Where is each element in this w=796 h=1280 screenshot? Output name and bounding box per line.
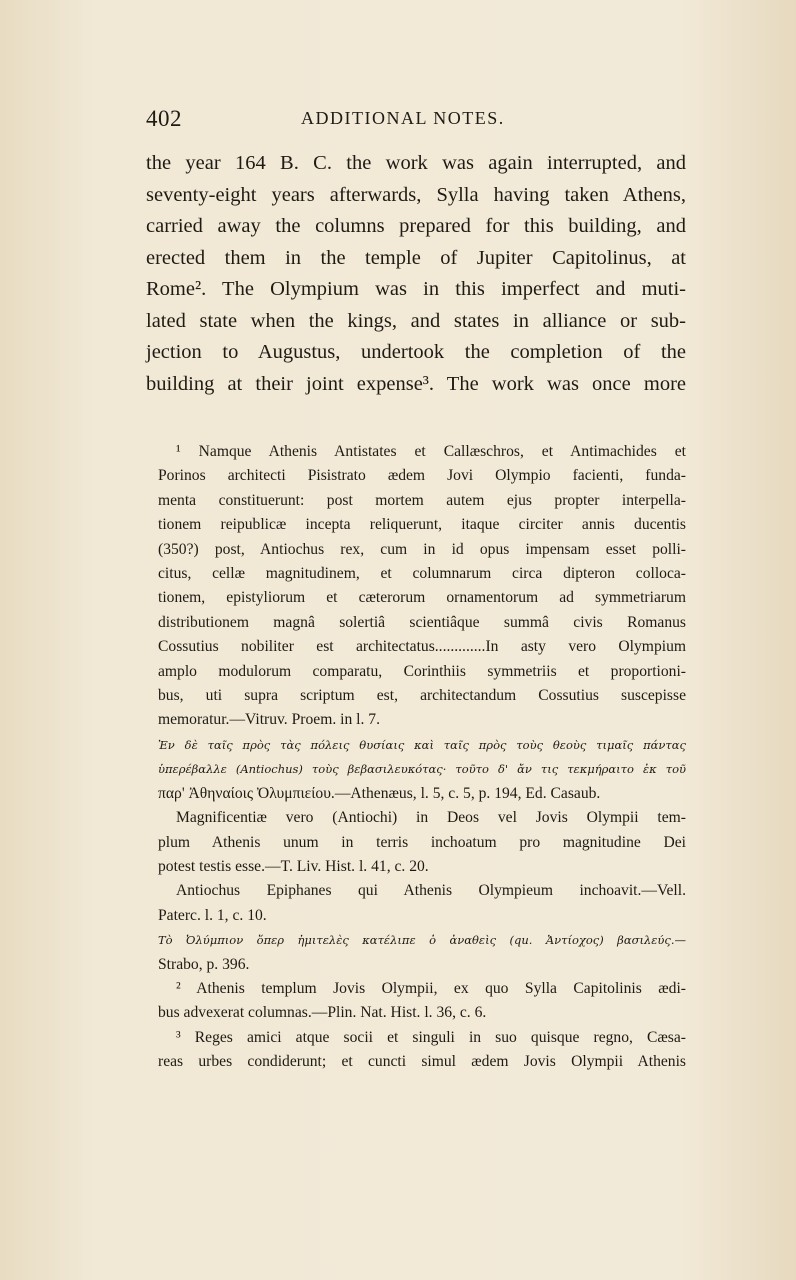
body-line: jection to Augustus, undertook the completion of the <box>146 341 686 363</box>
note-line: memoratur.—Vitruv. Proem. in l. 7. <box>158 711 380 729</box>
note-line: ² Athenis templum Jovis Olympii, ex quo Sylla Capitolinis ædi- <box>176 979 686 997</box>
note-line: distributionem magnâ solertiâ scientiâque summâ civis Romanus <box>158 613 686 631</box>
livy-quote <box>158 806 686 879</box>
footnote-1 <box>158 440 686 733</box>
body-line: Rome². The Olympium was in this imperfect and muti- <box>146 278 686 300</box>
strabo-quote <box>158 928 686 977</box>
note-line: bus, uti supra scriptum est, architectandum Cossutius suscepisse <box>158 687 686 705</box>
note-line: plum Athenis unum in terris inchoatum pro magnitudine Dei <box>158 833 686 851</box>
footnote-3 <box>158 1026 686 1075</box>
body-line: the year 164 B. C. the work was again interrupted, and <box>146 152 686 174</box>
body-line: building at their joint expense³. The work was once more <box>146 372 686 395</box>
body-line: carried away the columns prepared for this building, and <box>146 215 686 237</box>
main-text <box>146 148 686 400</box>
footnote-2 <box>158 977 686 1026</box>
note-line: Magnificentiæ vero (Antiochi) in Deos vel Jovis Olympii tem- <box>176 809 686 827</box>
note-line: παρ' Ἀθηναίοις Ὀλυμπιείου.—Athenæus, l. 5, c. 5, p. 194, Ed. Casaub. <box>158 784 601 802</box>
greek-line: Τὸ Ὀλύμπιον ὅπερ ἡμιτελὲς κατέλιπε ὁ ἀναθεὶς (qu. Ἀντίοχος) βασιλεύς.— <box>158 933 686 948</box>
body-line: seventy-eight years afterwards, Sylla having taken Athens, <box>146 183 686 206</box>
note-line: Paterc. l. 1, c. 10. <box>158 906 267 924</box>
athenaeus-quote <box>158 733 686 806</box>
body-line: erected them in the temple of Jupiter Capitolinus, at <box>146 246 686 269</box>
note-line: reas urbes condiderunt; et cuncti simul ædem Jovis Olympii Athenis <box>158 1053 686 1071</box>
note-line: Cossutius nobiliter est architectatus.............In asty vero Olympium <box>158 638 686 656</box>
greek-line: ὑπερέβαλλε (Antiochus) τοὺς βεβασιλευκότας· τοῦτο δ' ἄν τις τεκμήραιτο ἐκ τοῦ <box>158 762 686 777</box>
velleius-quote <box>158 879 686 928</box>
greek-line: Ἐν δὲ ταῖς πρὸς τὰς πόλεις θυσίαις καὶ ταῖς πρὸς τοὺς θεοὺς τιμαῖς πάντας <box>158 737 686 752</box>
note-line: amplo modulorum comparatu, Corinthiis symmetriis et proportioni- <box>158 662 686 680</box>
page-number: 402 <box>146 106 182 131</box>
note-line: Strabo, p. 396. <box>158 955 250 973</box>
note-line: ¹ Namque Athenis Antistates et Callæschros, et Antimachides et <box>176 443 686 460</box>
note-line: tionem reipublicæ incepta reliquerunt, itaque circiter annis ducentis <box>158 516 686 534</box>
body-line: lated state when the kings, and states in alliance or sub- <box>146 309 686 332</box>
footnotes <box>158 440 686 1075</box>
note-line: Porinos architecti Pisistrato ædem Jovi Olympio facienti, funda- <box>158 467 686 485</box>
note-line: menta constituerunt: post mortem autem ejus propter interpella- <box>158 491 686 509</box>
page-header <box>146 106 676 136</box>
note-line: potest testis esse.—T. Liv. Hist. l. 41, c. 20. <box>158 857 429 875</box>
note-line: bus advexerat columnas.—Plin. Nat. Hist. l. 36, c. 6. <box>158 1004 487 1022</box>
note-line: Antiochus Epiphanes qui Athenis Olympieum inchoavit.—Vell. <box>176 882 686 900</box>
note-line: ³ Reges amici atque socii et singuli in suo quisque regno, Cæsa- <box>176 1028 686 1046</box>
note-line: tionem, epistyliorum et cæterorum ornamentorum ad symmetriarum <box>158 589 686 607</box>
note-line: citus, cellæ magnitudinem, et columnarum circa dipteron colloca- <box>158 565 686 583</box>
running-head: ADDITIONAL NOTES. <box>301 108 505 128</box>
note-line: (350?) post, Antiochus rex, cum in id opus impensam esset polli- <box>158 540 686 558</box>
